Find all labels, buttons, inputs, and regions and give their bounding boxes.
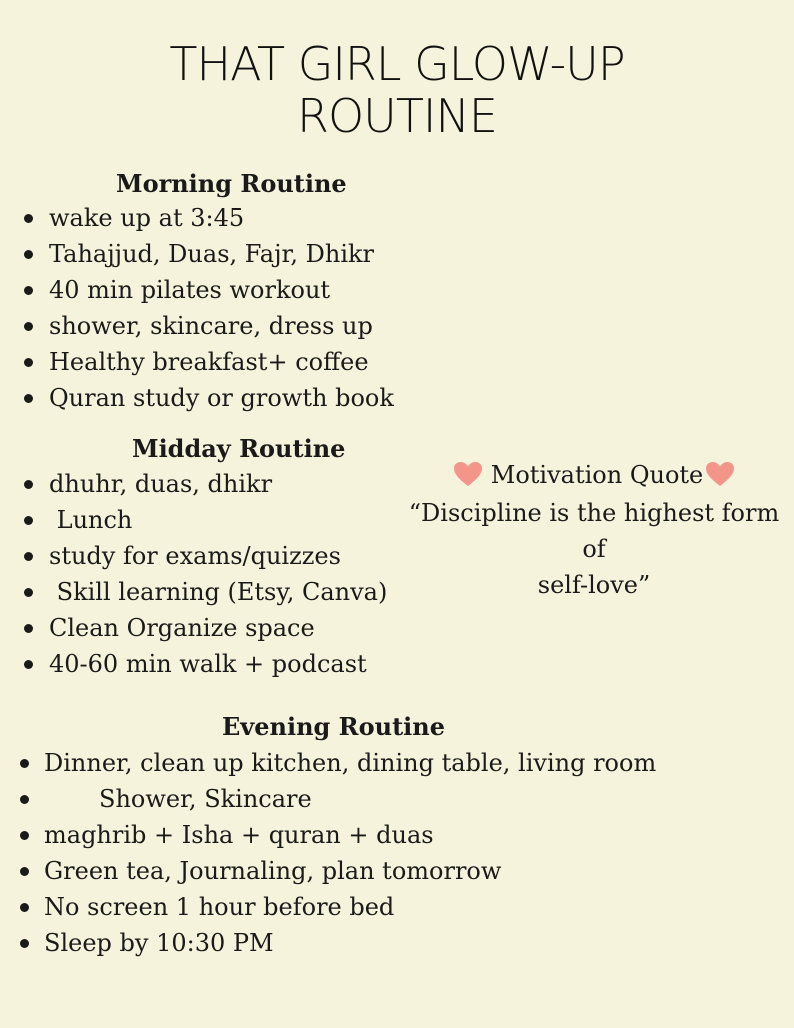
quote-text-line-2: self-love”: [537, 571, 651, 599]
heart-icon: [453, 461, 483, 487]
bullet-icon: [20, 903, 29, 912]
heart-shape: [454, 462, 482, 486]
bullet-icon: [24, 480, 33, 489]
list-item-text: Lunch: [49, 506, 133, 534]
bullet-icon: [24, 322, 33, 331]
list-item-text: Sleep by 10:30 PM: [44, 929, 274, 957]
page-title: [0, 38, 794, 142]
list-item-text: Tahajjud, Duas, Fajr, Dhikr: [49, 240, 375, 268]
quote-text-line-1: “Discipline is the highest form of: [408, 499, 780, 563]
list-item-text: shower, skincare, dress up: [49, 312, 373, 340]
list-item-text: 40-60 min walk + podcast: [49, 650, 367, 678]
bullet-icon: [24, 516, 33, 525]
list-item-text: Dinner, clean up kitchen, dining table, living room: [44, 749, 657, 777]
list-item-text: maghrib + Isha + quran + duas: [44, 821, 434, 849]
bullet-icon: [20, 759, 29, 768]
bullet-icon: [20, 939, 29, 948]
bullet-icon: [24, 394, 33, 403]
bullet-icon: [24, 286, 33, 295]
list-item-text: Green tea, Journaling, plan tomorrow: [44, 857, 502, 885]
bullet-icon: [20, 867, 29, 876]
evening-routine-heading: Evening Routine: [222, 712, 445, 741]
bullet-icon: [20, 831, 29, 840]
motivation-quote: [396, 457, 792, 603]
bullet-icon: [24, 214, 33, 223]
bullet-icon: [24, 552, 33, 561]
list-item-text: Healthy breakfast+ coffee: [49, 348, 369, 376]
bullet-icon: [24, 624, 33, 633]
bullet-icon: [24, 660, 33, 669]
list-item-text: Clean Organize space: [49, 614, 315, 642]
midday-routine-heading: Midday Routine: [132, 434, 346, 463]
bullet-icon: [24, 250, 33, 259]
bullet-icon: [24, 358, 33, 367]
list-item-text: wake up at 3:45: [49, 204, 245, 232]
quote-label: Motivation Quote: [490, 461, 704, 489]
list-item-text: No screen 1 hour before bed: [44, 893, 395, 921]
bullet-icon: [20, 795, 29, 804]
title-line-1: THAT GIRL GLOW-UP: [169, 37, 625, 91]
heart-icon: [705, 461, 735, 487]
morning-routine-heading: Morning Routine: [116, 169, 347, 198]
list-item-text: dhuhr, duas, dhikr: [49, 470, 273, 498]
list-item-text: Quran study or growth book: [49, 384, 394, 412]
quote-header: [396, 457, 792, 495]
list-item-text: Shower, Skincare: [99, 785, 312, 813]
bullet-icon: [24, 588, 33, 597]
heart-shape: [706, 462, 734, 486]
title-line-2: ROUTINE: [297, 89, 497, 143]
list-item-text: study for exams/quizzes: [49, 542, 341, 570]
list-item-text: Skill learning (Etsy, Canva): [49, 578, 388, 606]
list-item-text: 40 min pilates workout: [49, 276, 331, 304]
